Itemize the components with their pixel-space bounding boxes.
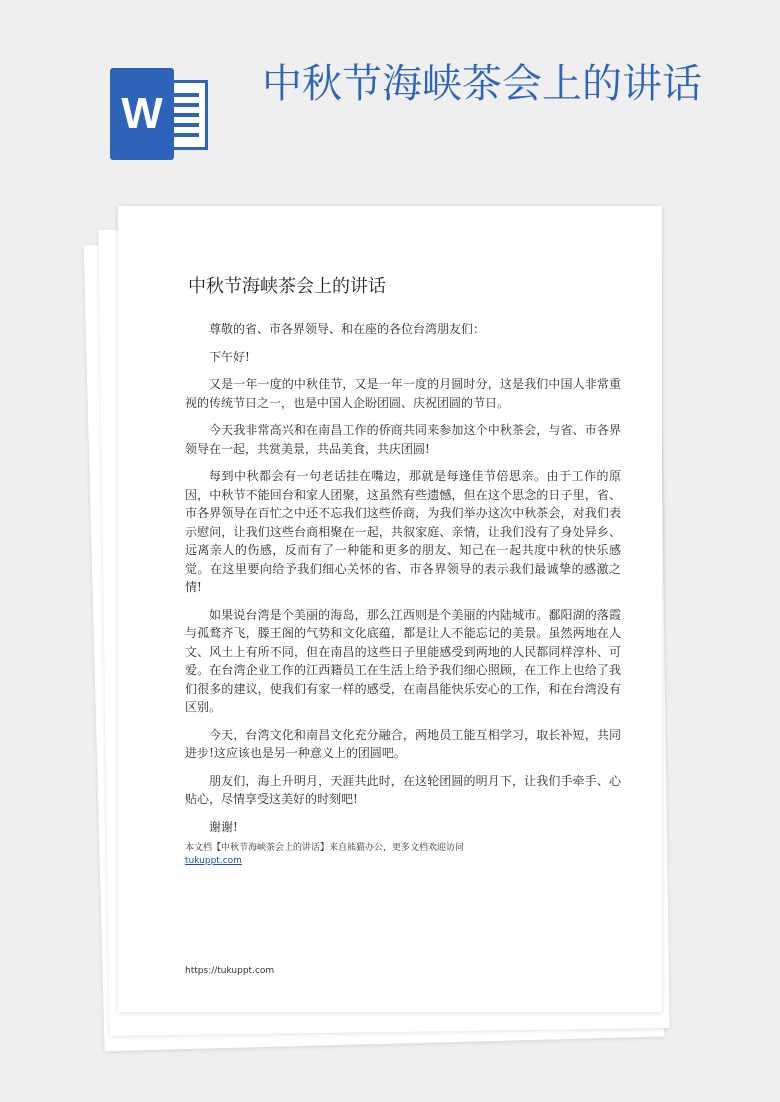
paragraph-salutation: 尊敬的省、市各界领导、和在座的各位台湾朋友们： <box>209 322 486 336</box>
paragraph: 今天我非常高兴和在南昌工作的侨商共同来参加这个中秋茶会，与省、市各界领导在一起，共赏美景，共品美食，共庆团圆! <box>185 423 621 456</box>
paragraph-greeting: 下午好! <box>209 349 250 364</box>
paragraph: 如果说台湾是个美丽的海岛，那么江西则是个美丽的内陆城市。鄱阳湖的落霞与孤鹜齐飞，滕王阁的气势和文化底蕴，都是让人不能忘记的美景。虽然两地在人文、风土上有所不同，但在南昌的这些日子里能感受到两地的人民都同样淳朴、可爱。在台湾企业工作的江西籍员工在生活上给予我们细心照顾，在工作上也给了我们很多的建议，使我们有家一样的感受，在南昌能快乐安心的工作，和在台湾没有区别。 <box>185 607 621 714</box>
paragraph: 今天，台湾文化和南昌文化充分融合，两地员工能互相学习，取长补短，共同进步!这应该也是另一种意义上的团圆吧。 <box>185 727 621 760</box>
paragraph: 又是一年一度的中秋佳节，又是一年一度的月圆时分，这是我们中国人非常重视的传统节日之一，也是中国人企盼团圆、庆祝团圆的节日。 <box>185 377 621 410</box>
source-text: 本文档【中秋节海峡茶会上的讲话】来自熊猫办公，更多文档欢迎访问 <box>185 843 465 853</box>
paragraph-closing: 谢谢! <box>209 819 238 834</box>
word-badge: W <box>110 68 174 160</box>
paragraph: 每到中秋都会有一句老话挂在嘴边，那就是每逢佳节倍思亲。由于工作的原因，中秋节不能回台和家人团聚，这虽然有些遗憾，但在这个思念的日子里，省、市各界领导在百忙之中还不忘我们这些侨商，为我们举办这次中秋茶会，对我们表示慰问，让我们这些台商相聚在一起，共叙家庭、亲情，让我们没有了身处异乡、远离亲人的伤感，反而有了一种能和更多的朋友、知己在一起共度中秋的快乐感觉。在这里要向给予我们细心关怀的省、市各界领导的表示我们最诚挚的感激之情! <box>185 469 621 594</box>
header-title: 中秋节海峡茶会上的讲话 <box>262 61 702 107</box>
document-page <box>118 206 662 1012</box>
document-header <box>0 0 780 220</box>
word-document-icon <box>110 68 210 160</box>
page-title: 中秋节海峡茶会上的讲话 <box>188 276 386 297</box>
source-link[interactable]: tukuppt.com <box>185 856 242 866</box>
paragraph: 朋友们，海上升明月，天涯共此时，在这轮团圆的明月下，让我们手牵手、心贴心，尽情享受这美好的时刻吧! <box>185 773 621 806</box>
document-body <box>185 320 621 845</box>
source-note <box>185 842 615 868</box>
footer-url[interactable]: https://tukuppt.com <box>185 966 275 976</box>
